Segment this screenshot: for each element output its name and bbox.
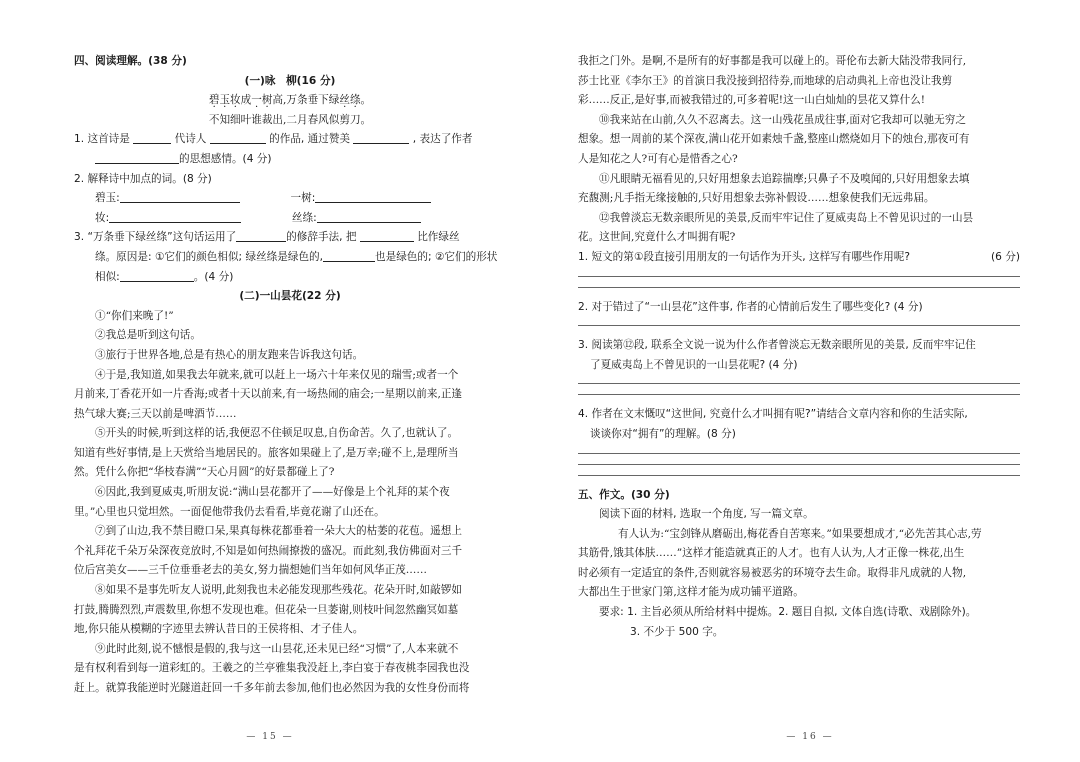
- answer-line[interactable]: [578, 394, 1020, 395]
- story-paragraph: 位后宫美女——三千位垂垂老去的美女,努力揣想她们当年如何风华正茂……: [74, 564, 427, 577]
- q3-line-3: 相似: 。(4 分): [95, 270, 234, 283]
- q3-line-2: 绦。原因是: ①它们的颜色相似; 绿丝绦是绿色的, 也是绿色的; ②它们的形状: [95, 250, 498, 263]
- story-paragraph: ②我总是听到这句话。: [95, 329, 201, 342]
- left-column: [74, 52, 506, 699]
- section4-title: 四、阅读理解。(38 分): [74, 55, 187, 67]
- q1-blank-feeling[interactable]: [95, 151, 179, 164]
- essay-intro: 阅读下面的材料, 选取一个角度, 写一篇文章。: [599, 508, 814, 521]
- page-number: — 16 —: [786, 732, 834, 742]
- q3-blank-color[interactable]: [323, 249, 375, 262]
- section5-title: 五、作文。(30 分): [578, 488, 670, 501]
- story-paragraph: ①“你们来晚了!”: [95, 309, 174, 322]
- story-paragraph: ⑨此时此刻,说不憾恨是假的,我与这一山昙花,还未见已经“习惯”了,人本来就不: [95, 642, 459, 655]
- q2-blank-biyu[interactable]: [120, 190, 240, 203]
- story-paragraph: 知道有些好事情,是上天赏给当地居民的。旅客如果碰上了,是万幸;碰不上,是理所当: [74, 446, 459, 459]
- story-paragraph: ⑫我曾淡忘无数亲眼所见的美景,反而牢牢记住了夏威夷岛上不曾见识过的一山昙: [599, 211, 974, 224]
- poem-line-2: 不知细叶谁裁出,二月春风似剪刀。: [208, 113, 372, 126]
- story-paragraph: 花。这世间,究竟什么才叫拥有呢?: [578, 231, 736, 244]
- q1-blank-poet[interactable]: [210, 131, 266, 144]
- q3-line-1: 3. “万条垂下绿丝绦”这句话运用了 的修辞手法, 把 比作绿丝: [74, 231, 460, 244]
- q2-title: 2. 解释诗中加点的词。(8 分): [74, 172, 212, 185]
- q2-blank-yishu[interactable]: [315, 190, 431, 203]
- page-16: [540, 0, 1080, 762]
- story-paragraph: 月前来,丁香花开如一片香海;或者十天以前来,有一场热闹的庙会;一星期以前来,正逢: [74, 388, 463, 401]
- question-4-line-2: 谈谈你对“拥有”的理解。(8 分): [590, 427, 736, 440]
- story-paragraph: ⑪凡眼睛无福看见的,只好用想象去追踪揣摩;只鼻子不及嗅闻的,只好用想象去填: [599, 172, 970, 185]
- story-paragraph: 地,你只能从模糊的字迹里去辨认昔日的王侯将相、才子佳人。: [74, 623, 364, 636]
- q3-blank-rhetoric[interactable]: [236, 229, 286, 242]
- q1-line-1: 1. 这首诗是 代诗人 的作品, 通过赞美 , 表达了作者: [74, 133, 473, 146]
- answer-line[interactable]: [578, 475, 1020, 476]
- essay-requirement-2: 3. 不少于 500 字。: [630, 625, 724, 638]
- q2-blank-zhuang[interactable]: [109, 210, 241, 223]
- story-paragraph: 想象。想一周前的某个深夜,满山花开如素烛千盏,整座山燃烧如月下的烛台,那夜可有: [578, 133, 970, 146]
- question-4-line-1: 4. 作者在文末慨叹“这世间, 究竟什么才叫拥有呢?”请结合文章内容和你的生活实际,: [578, 408, 968, 421]
- story-paragraph: 彩……反正,是好事,而被我错过的,可多着呢!这一山白灿灿的昙花又算什么!: [578, 94, 926, 107]
- story-paragraph: ⑤开头的时候,听到这样的话,我便忍不住顿足叹息,自伤命苦。久了,也就认了。: [95, 427, 459, 440]
- answer-line[interactable]: [578, 383, 1020, 384]
- story-paragraph: ⑦到了山边,我不禁目瞪口呆,果真每株花都垂着一朵大大的枯萎的花苞。遥想上: [95, 525, 462, 538]
- answer-line[interactable]: [578, 325, 1020, 326]
- answer-line[interactable]: [578, 276, 1020, 277]
- essay-requirement-1: 要求: 1. 主旨必须从所给材料中提炼。2. 题目自拟, 文体自选(诗歌、戏剧除外)。: [599, 606, 977, 619]
- story-paragraph: 人是知花之人?可有心是惜香之心?: [578, 152, 738, 165]
- essay-material: 其筋骨,饿其体肤……”这样才能造就真正的人才。也有人认为,人才正像一株花,出生: [578, 547, 965, 560]
- story-paragraph: 赶上。就算我能逆时光隧道赶回一千多年前去参加,他们也必然因为我的女性身份而将: [74, 682, 470, 694]
- essay-material: 时必须有一定适宜的条件,否则就容易被恶劣的环境夺去生命。取得非凡成就的人物,: [578, 566, 967, 579]
- essay-material: 有人认为:“宝剑锋从磨砺出,梅花香自苦寒来。”如果要想成才,“必先苦其心志,劳: [618, 527, 982, 540]
- right-column: [578, 52, 1020, 642]
- story-paragraph: 打鼓,腾腾烈烈,声震数里,你想不发现也难。但花朵一旦萎谢,则枝叶间忽然幽冥如墓: [74, 603, 459, 616]
- question-3-line-1: 3. 阅读第⑫段, 联系全文说一说为什么作者曾淡忘无数亲眼所见的美景, 反而牢牢记住: [578, 339, 976, 352]
- question-1: 1. 短文的第①段直接引用朋友的一句话作为开头, 这样写有哪些作用呢? (6 分): [578, 248, 1020, 268]
- story-paragraph: 热气球大赛;三天以前是啤酒节……: [74, 407, 237, 420]
- poem-line-1: 碧玉妆成一树高,万条垂下绿丝绦。: [208, 94, 372, 107]
- essay-material: 大都出生于世家门第,这样才能为成功铺平道路。: [578, 586, 804, 599]
- q1-line-2: 的思想感情。(4 分): [74, 150, 506, 170]
- story-paragraph: ⑩我来站在山前,久久不忍离去。这一山残花虽成往事,面对它我却可以驰无穷之: [599, 113, 966, 126]
- story-paragraph: ⑥因此,我到夏威夷,听朋友说:“满山昙花都开了——好像是上个礼拜的某个夜: [95, 486, 450, 499]
- answer-line[interactable]: [578, 287, 1020, 288]
- story-paragraph: 我拒之门外。是啊,不是所有的好事都是我可以碰上的。哥伦布去新大陆没带我同行,: [578, 55, 967, 67]
- question-2: 2. 对于错过了“一山昙花”这件事, 作者的心情前后发生了哪些变化? (4 分): [578, 300, 923, 313]
- story-paragraph: 莎士比亚《李尔王》的首演日我没接到招待券,而地球的启动典礼上帝也没让我剪: [578, 74, 953, 87]
- q1-score: (6 分): [991, 250, 1020, 263]
- q1-blank-dynasty[interactable]: [133, 131, 171, 144]
- q2-row-2: 妆: 丝绦:: [74, 209, 506, 229]
- story-paragraph: ④于是,我知道,如果我去年就来,就可以赶上一场六十年来仅见的瑞雪;或者一个: [95, 368, 459, 381]
- q2-blank-sitao[interactable]: [317, 210, 421, 223]
- q3-blank-shape[interactable]: [120, 269, 194, 282]
- story-paragraph: 充馥测;凡手指无缘接触的,只好用想象去弥补假设……想象使我们无远弗届。: [578, 192, 935, 205]
- q2-row-1: 碧玉: 一树:: [74, 189, 506, 209]
- page-number: — 15 —: [246, 732, 294, 742]
- poem-title: (一)咏 柳(16 分): [244, 74, 336, 87]
- story-paragraph: 里。”心里也只觉坦然。一面促他带我仍去看看,毕竟花谢了山还在。: [74, 505, 385, 518]
- q1-blank-praise[interactable]: [353, 131, 409, 144]
- q3-blank-object[interactable]: [360, 229, 414, 242]
- story-title: (二)一山昙花(22 分): [239, 290, 341, 303]
- story-paragraph: 是有权利看到每一道彩虹的。王羲之的兰亭雅集我没赶上,李白宴于春夜桃李园我也没: [74, 662, 470, 675]
- story-paragraph: ③旅行于世界各地,总是有热心的朋友跑来告诉我这句话。: [95, 348, 364, 361]
- story-paragraph: 然。凭什么你把“华枝春满”“天心月圆”的好景都碰上了?: [74, 466, 335, 479]
- question-3-line-2: 了夏威夷岛上不曾见识的一山昙花呢? (4 分): [590, 358, 798, 371]
- story-paragraph: ⑧如果不是事先听友人说明,此刻我也未必能发现那些残花。花朵开时,如敲锣如: [95, 584, 462, 597]
- answer-line[interactable]: [578, 464, 1020, 465]
- story-paragraph: 个礼拜花千朵万朵深夜竞放时,不知是如何热闹撩拨的盛况。而此刻,我仿佛面对三千: [74, 544, 463, 557]
- answer-line[interactable]: [578, 453, 1020, 454]
